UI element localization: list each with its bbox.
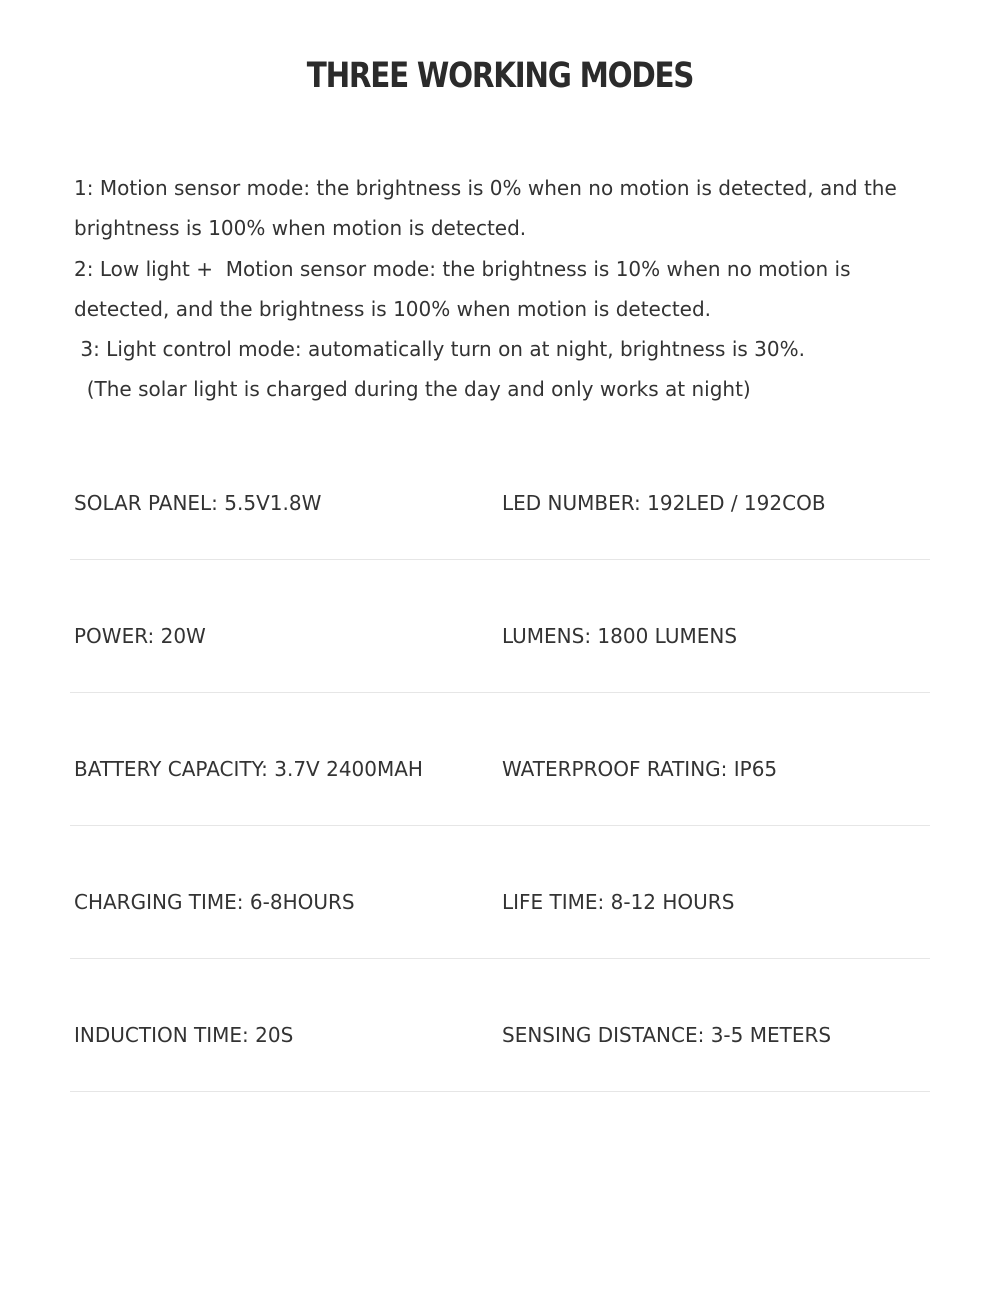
spec-item: CHARGING TIME: 6-8HOURS [74, 890, 355, 914]
spec-item: LIFE TIME: 8-12 HOURS [502, 890, 735, 914]
spec-row [70, 560, 930, 693]
spec-item: LED NUMBER: 192LED / 192COB [502, 491, 826, 515]
spec-item: POWER: 20W [74, 624, 206, 648]
spec-item: INDUCTION TIME: 20S [74, 1023, 294, 1047]
spec-row [70, 826, 930, 959]
mode-line: (The solar light is charged during the day and only works at night) [74, 377, 751, 402]
spec-row [70, 959, 930, 1092]
page-title: THREE WORKING MODES [306, 56, 694, 96]
spec-item: BATTERY CAPACITY: 3.7V 2400MAH [74, 757, 423, 781]
mode-line: 1: Motion sensor mode: the brightness is 0% when no motion is detected, and the [74, 176, 897, 200]
spec-row [70, 693, 930, 826]
mode-line: detected, and the brightness is 100% when motion is detected. [74, 296, 712, 321]
spec-row [70, 427, 930, 560]
working-modes-description [74, 168, 954, 410]
spec-item: LUMENS: 1800 LUMENS [502, 624, 738, 648]
spec-item: WATERPROOF RATING: IP65 [502, 757, 778, 781]
spec-item: SOLAR PANEL: 5.5V1.8W [74, 491, 322, 515]
mode-line: 3: Light control mode: automatically turn on at night, brightness is 30%. [74, 337, 805, 362]
mode-line: 2: Low light + Motion sensor mode: the brightness is 10% when no motion is [74, 256, 851, 281]
mode-line: brightness is 100% when motion is detected. [74, 216, 527, 241]
spec-table [70, 427, 930, 1092]
spec-item: SENSING DISTANCE: 3-5 METERS [502, 1023, 832, 1047]
